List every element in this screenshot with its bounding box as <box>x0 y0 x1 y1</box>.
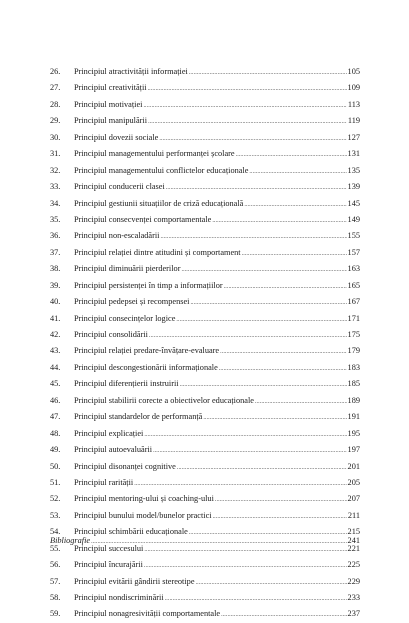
toc-entry[interactable] <box>50 327 360 343</box>
toc-entry-title: Principiul managementului performanței școlare <box>74 149 235 159</box>
toc-entry-page: 149 <box>347 214 360 224</box>
toc-entry-page: 215 <box>347 527 360 537</box>
toc-entry-number: 28. <box>50 99 61 109</box>
toc-entry-number: 57. <box>50 576 61 586</box>
toc-entry[interactable] <box>50 590 360 606</box>
toc-entry-number: 54. <box>50 527 61 537</box>
toc-entry-number: 32. <box>50 165 61 175</box>
toc-entry[interactable] <box>50 442 360 458</box>
toc-entry-page: 221 <box>347 543 360 553</box>
toc-entry-number: 50. <box>50 461 61 471</box>
toc-entry-page: 157 <box>347 247 360 257</box>
toc-entry-number: 56. <box>50 560 61 570</box>
toc-entry-title: Principiul dovezii sociale <box>74 132 159 142</box>
toc-entry-page: 183 <box>347 362 360 372</box>
toc-entry-number: 33. <box>50 182 61 192</box>
toc-entry-number: 47. <box>50 412 61 422</box>
dot-leader <box>160 228 346 244</box>
toc-entry-title: Principiul standardelor de performanță <box>74 412 203 422</box>
toc-entry-number: 48. <box>50 428 61 438</box>
dot-leader <box>91 533 346 549</box>
toc-entry[interactable] <box>50 113 360 129</box>
toc-entry-number: 43. <box>50 346 61 356</box>
toc-entry[interactable] <box>50 245 360 261</box>
toc-entry-page: 145 <box>347 198 360 208</box>
toc-entry-number: 30. <box>50 132 61 142</box>
toc-entry-number: 49. <box>50 445 61 455</box>
dot-leader <box>181 261 346 277</box>
toc-entry-page: 185 <box>347 379 360 389</box>
toc-entry-page: 195 <box>347 428 360 438</box>
toc-entry-page: 139 <box>347 182 360 192</box>
toc-entry-number: 34. <box>50 198 61 208</box>
toc-entry-page: 175 <box>347 330 360 339</box>
toc-entry[interactable] <box>50 491 360 507</box>
toc-entry-title: Principiul persistenței în timp a informațiilor <box>74 280 223 290</box>
dot-leader <box>143 97 346 113</box>
toc-entry-title: Principiul relației predare-învățare-evaluare <box>74 346 220 356</box>
toc-entry-page: 205 <box>347 477 360 487</box>
toc-entry-title: Principiul diferențierii instruirii <box>74 379 179 389</box>
toc-entry-page: 113 <box>347 99 360 109</box>
toc-entry-number: 44. <box>50 362 61 372</box>
toc-entry-title: Principiul succesului <box>74 543 144 553</box>
toc-entry-number: 26. <box>50 67 61 76</box>
toc-entry-title: Principiul relației dintre atitudini și comportament <box>74 247 241 257</box>
toc-entry-page: 233 <box>347 593 360 602</box>
toc-entry-title: Principiul consecvenței comportamentale <box>74 214 212 224</box>
toc-entry-page: 165 <box>347 280 360 290</box>
dot-leader <box>236 146 347 162</box>
toc-entry[interactable] <box>50 311 360 327</box>
toc-entry-number: 45. <box>50 379 61 389</box>
toc-entry-title: Principiul creativității <box>74 83 147 93</box>
toc-entry[interactable] <box>50 261 360 277</box>
toc-entry-title: Principiul bunului model/bunelor practici <box>74 510 212 520</box>
toc-entry-page: 197 <box>347 445 360 455</box>
toc-entry-number: 31. <box>50 149 61 159</box>
toc-entry-title: Principiul gestiunii situațiilor de criză educațională <box>74 198 244 208</box>
dot-leader <box>176 311 346 327</box>
toc-entry[interactable] <box>50 508 360 524</box>
toc-entry[interactable] <box>50 574 360 590</box>
dot-leader <box>213 508 347 524</box>
toc-entry-title: Principiul managementului conflictelor educaționale <box>74 165 249 175</box>
toc-entry-number: 42. <box>50 330 61 339</box>
toc-entry-title: Principiul rarității <box>74 477 134 487</box>
dot-leader <box>180 376 347 392</box>
toc-entry-page: 237 <box>347 609 360 619</box>
toc-entry-title: Principiul nondiscriminării <box>74 593 164 602</box>
toc-entry[interactable] <box>50 80 360 96</box>
toc-entry-page: 207 <box>347 494 360 504</box>
dot-leader <box>148 113 347 129</box>
toc-entry[interactable] <box>50 64 360 80</box>
dot-leader <box>203 409 346 425</box>
toc-entry-number: 46. <box>50 395 61 405</box>
dot-leader <box>166 179 347 195</box>
toc-entry[interactable] <box>50 294 360 310</box>
toc-entry-number: 38. <box>50 264 61 274</box>
toc-entry-page: 105 <box>347 67 360 76</box>
toc-entry[interactable] <box>50 196 360 212</box>
toc-entry-number: 36. <box>50 231 61 241</box>
toc-entry-title: Principiul pedepsei și recompensei <box>74 297 190 307</box>
toc-entry-number: 39. <box>50 280 61 290</box>
dot-leader <box>212 212 346 228</box>
toc-entry-title: Principiul stabilirii corecte a obiectivelor educaționale <box>74 395 254 405</box>
dot-leader <box>244 196 346 212</box>
dot-leader <box>144 557 347 573</box>
toc-entry[interactable] <box>50 376 360 392</box>
toc-entry[interactable] <box>50 97 360 113</box>
toc-entry-number: 27. <box>50 83 61 93</box>
toc-entry-title: Principiul consolidării <box>74 330 148 339</box>
toc-entry-title: Principiul autoevaluării <box>74 445 153 455</box>
toc-entry-number: 51. <box>50 477 61 487</box>
toc-entry-page: 211 <box>347 510 360 520</box>
toc-entry-page: 127 <box>347 132 360 142</box>
toc-entry-title: Principiul nonagresivității comportamentale <box>74 609 221 619</box>
dot-leader <box>224 278 347 294</box>
toc-entry-number: 53. <box>50 510 61 520</box>
toc-entry-page: 119 <box>347 116 360 126</box>
toc-entry-title: Principiul disonanței cognitive <box>74 461 176 471</box>
toc-entry[interactable] <box>50 557 360 573</box>
toc-entry[interactable] <box>50 163 360 179</box>
toc-entry-title: Principiul diminuării pierderilor <box>74 264 181 274</box>
toc-entry-page: 171 <box>347 313 360 323</box>
toc-entry-title: Principiul încurajării <box>74 560 143 570</box>
toc-entry[interactable] <box>50 393 360 409</box>
dot-leader <box>221 606 346 622</box>
dot-leader <box>219 360 347 376</box>
toc-entry[interactable] <box>50 343 360 359</box>
toc-entry[interactable] <box>50 475 360 491</box>
toc-entry-page: 131 <box>347 149 360 159</box>
dot-leader <box>220 343 346 359</box>
toc-entry-page: 201 <box>347 461 360 471</box>
toc-entry-title: Principiul descongestionării informaționale <box>74 362 218 372</box>
toc-entry-page: 241 <box>347 536 360 545</box>
toc-entry-title: Principiul mentoring-ului și coaching-ului <box>74 494 214 504</box>
toc-entry[interactable] <box>50 426 360 442</box>
dot-leader <box>215 491 347 507</box>
toc-entry-number: 58. <box>50 593 61 602</box>
toc-entry-page: 191 <box>347 412 360 422</box>
toc-entry-page: 167 <box>347 297 360 307</box>
toc-entry-title: Principiul atractivității informației <box>74 67 188 76</box>
dot-leader <box>177 459 347 475</box>
dot-leader <box>242 245 347 261</box>
dot-leader <box>189 64 347 80</box>
toc-entry-page: 189 <box>347 395 360 405</box>
dot-leader <box>196 574 347 590</box>
toc-entry[interactable] <box>50 212 360 228</box>
toc-entry-title: Principiul motivației <box>74 99 143 109</box>
dot-leader <box>153 442 346 458</box>
dot-leader <box>190 294 346 310</box>
toc-entry[interactable] <box>50 146 360 162</box>
toc-entry-number: 41. <box>50 313 61 323</box>
toc-entry-number: 37. <box>50 247 61 257</box>
dot-leader <box>149 327 347 343</box>
toc-entry-page: 135 <box>347 165 360 175</box>
toc-entry-page: 109 <box>347 83 360 93</box>
toc-entry[interactable] <box>50 606 360 622</box>
toc-entry-bibliography[interactable] <box>50 533 360 549</box>
toc-entry-title: Principiul consecințelor logice <box>74 313 176 323</box>
dot-leader <box>165 590 347 606</box>
toc-entry-title: Principiul schimbării educaționale <box>74 527 188 537</box>
toc-entry[interactable] <box>50 130 360 146</box>
dot-leader <box>144 426 346 442</box>
toc-entry-page: 163 <box>347 264 360 274</box>
dot-leader <box>148 80 347 96</box>
toc-entry[interactable] <box>50 228 360 244</box>
toc-entry-title: Principiul explicației <box>74 428 144 438</box>
dot-leader <box>249 163 346 179</box>
toc-entry-page: 225 <box>347 560 360 570</box>
toc-entry-number: 55. <box>50 543 61 553</box>
toc-entry-title: Bibliografie <box>50 536 91 545</box>
toc-entry-number: 40. <box>50 297 61 307</box>
toc-entry[interactable] <box>50 278 360 294</box>
toc-entry-title: Principiul conducerii clasei <box>74 182 165 192</box>
dot-leader <box>134 475 346 491</box>
toc-entry[interactable] <box>50 179 360 195</box>
toc-entry[interactable] <box>50 360 360 376</box>
toc-entry-number: 35. <box>50 214 61 224</box>
toc-entry-number: 29. <box>50 116 61 126</box>
toc-entry-number: 52. <box>50 494 61 504</box>
toc-entry[interactable] <box>50 409 360 425</box>
toc-entry-page: 229 <box>347 576 360 586</box>
toc-entry-title: Principiul non-escaladării <box>74 231 160 241</box>
toc-entry-number: 59. <box>50 609 61 619</box>
toc-entry-page: 155 <box>347 231 360 241</box>
toc-entry-title: Principiul evitării gândirii stereotipe <box>74 576 195 586</box>
dot-leader <box>255 393 347 409</box>
toc-entry-page: 179 <box>347 346 360 356</box>
toc-entry-title: Principiul manipulării <box>74 116 148 126</box>
dot-leader <box>159 130 346 146</box>
toc-entry[interactable] <box>50 459 360 475</box>
